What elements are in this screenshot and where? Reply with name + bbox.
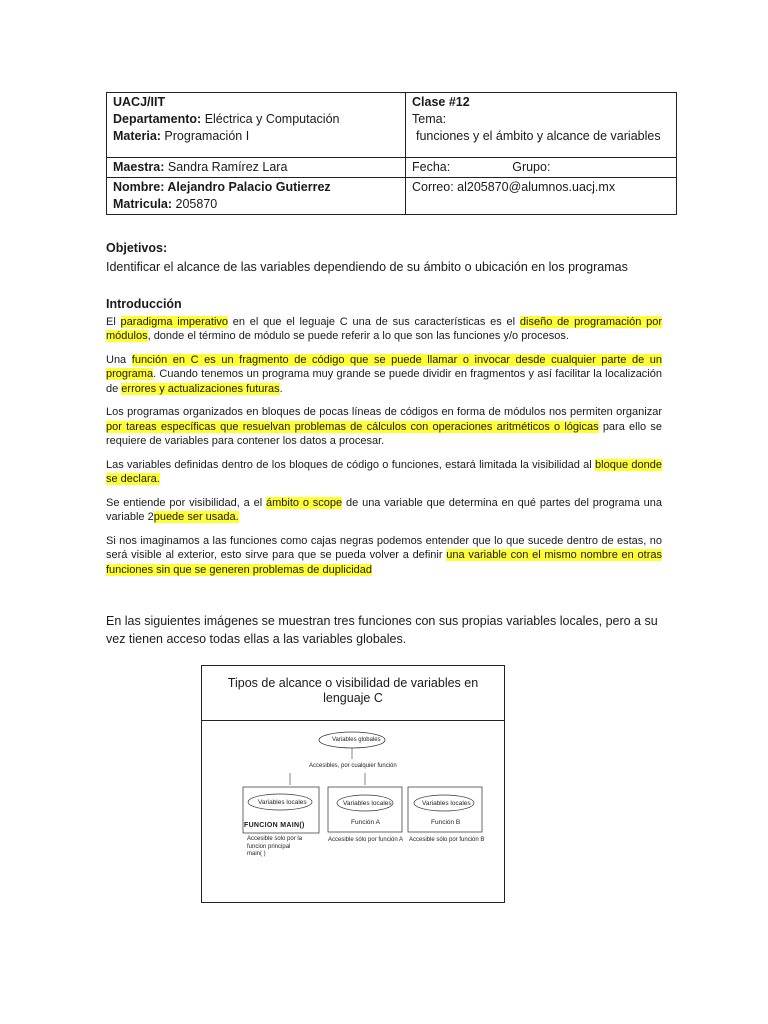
images-intro-text: En las siguientes imágenes se muestran tres funciones con sus propias variables locales, pero a su vez tienen acceso todas ellas a las variables globales.	[106, 614, 658, 646]
department: Departamento: Eléctrica y Computación	[113, 112, 340, 126]
subject: Materia: Programación I	[113, 129, 250, 143]
header-cell-institution	[107, 93, 406, 158]
header-table	[106, 92, 677, 215]
student-id: Matricula: 205870	[113, 197, 218, 211]
diagram-shapes	[202, 721, 504, 902]
introduction-title: Introducción	[106, 297, 182, 311]
topic-value: funciones y el ámbito y alcance de variables	[416, 129, 661, 143]
objectives-title: Objetivos:	[106, 241, 168, 255]
document-page	[106, 92, 663, 857]
date-group-cell: Fecha: Grupo:	[406, 158, 677, 178]
objectives-section	[106, 238, 666, 276]
funcA-note: Accesible sólo por función A	[328, 837, 404, 843]
scope-diagram-figure	[201, 665, 505, 903]
student-cell	[107, 178, 406, 215]
introduction-section	[106, 297, 662, 586]
intro-paragraph-1: El paradigma imperativo en el que el leguaje C una de sus características es el diseño de programación por módulos, donde el término de módulo se puede referir a lo que son las funciones y/o procesos.	[106, 315, 662, 342]
main-locals-label: Variables locales	[258, 799, 307, 806]
intro-paragraph-4: Las variables definidas dentro de los bloques de código o funciones, estará limitada la visibilidad al bloque donde se declara.	[106, 458, 662, 485]
intro-paragraph-5: Se entiende por visibilidad, a el ámbito o scope de una variable que determina en qué partes del programa una variable 2puede ser usada.	[106, 496, 663, 523]
main-function-label: FUNCION MAIN()	[244, 822, 305, 829]
email-cell: Correo: al205870@alumnos.uacj.mx	[406, 178, 677, 215]
globals-note: Accesibles, por cualquier función	[309, 763, 397, 769]
class-number: Clase #12	[412, 95, 470, 109]
teacher-cell: Maestra: Sandra Ramírez Lara	[107, 158, 406, 178]
globals-label: Variables globales	[332, 737, 381, 743]
objectives-text: Identificar el alcance de las variables dependiendo de su ámbito o ubicación en los programas	[106, 260, 628, 274]
header-cell-class	[406, 93, 677, 158]
main-note: Accesible solo por la funcion principal main( )	[247, 836, 303, 857]
intro-paragraph-3: Los programas organizados en bloques de pocas líneas de códigos en forma de módulos nos permiten organizar por tareas específicas que resuelvan problemas de cálculos con operaciones aritméticos o lógicas para ello se requiere de variables para contener los datos a procesar.	[106, 406, 662, 447]
funcA-label: Función A	[351, 819, 380, 826]
intro-paragraph-6: Si nos imaginamos a las funciones como cajas negras podemos entender que lo que sucede dentro de estas, no será visible al exterior, esto sirve para que se pueda volver a definir una variable con el mismo nombre en otras funciones sin que se generen problemas de duplicidad	[106, 534, 662, 576]
institution: UACJ/IIT	[113, 95, 166, 109]
funcB-note: Accesible sólo por función B	[409, 837, 485, 843]
funcB-label: Función B	[431, 819, 461, 826]
diagram-body	[202, 721, 504, 902]
student-name: Nombre: Alejandro Palacio Gutierrez	[113, 180, 331, 194]
funcA-locals-label: Variables locales	[343, 800, 392, 807]
intro-paragraph-2: Una función en C es un fragmento de código que se puede llamar o invocar desde cualquier parte de un programa. Cuando tenemos un programa muy grande se puede dividir en fragmentos y así facilitar la localización de errores y actualizaciones futuras.	[106, 353, 662, 395]
topic-label: Tema:	[412, 112, 447, 126]
funcB-locals-label: Variables locales	[422, 800, 471, 807]
figure-title: Tipos de alcance o visibilidad de variables en lenguaje C	[202, 666, 504, 721]
